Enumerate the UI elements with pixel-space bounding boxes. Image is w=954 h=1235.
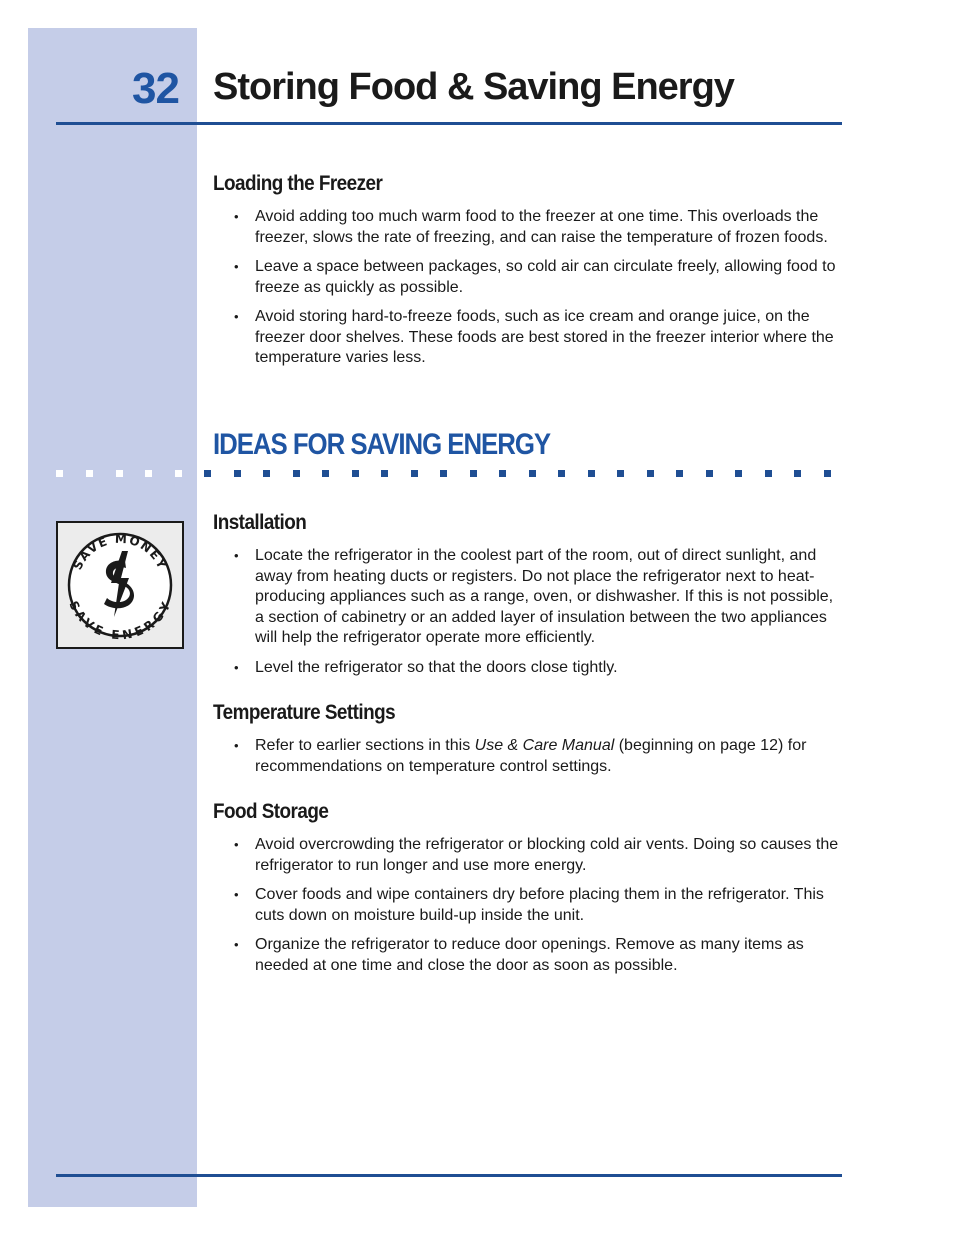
list-item: • Avoid overcrowding the refrigerator or blocking cold air vents. Doing so causes the refrigerator to run longer and use more energy. xyxy=(213,835,843,876)
list-item xyxy=(213,736,843,777)
temperature-list xyxy=(213,736,843,777)
list-item: • Avoid adding too much warm food to the freezer at one time. This overloads the freezer, slows the rate of freezing, and can raise the temperature of frozen foods. xyxy=(213,207,843,248)
list-item: • Leave a space between packages, so cold air can circulate freely, allowing food to freeze as quickly as possible. xyxy=(213,257,843,298)
installation-heading: Installation xyxy=(213,511,307,534)
page-title: Storing Food & Saving Energy xyxy=(213,66,734,108)
list-item: • Avoid storing hard-to-freeze foods, such as ice cream and orange juice, on the freezer door shelves. These foods are best stored in the freezer interior where the temperature varies less. xyxy=(213,307,843,369)
list-item: • Level the refrigerator so that the doors close tightly. xyxy=(213,658,843,679)
dotted-divider xyxy=(56,470,846,477)
header-rule xyxy=(56,122,842,125)
loading-freezer-list xyxy=(213,207,843,369)
installation-section xyxy=(213,511,843,678)
installation-list xyxy=(213,546,843,678)
manual-title: Use & Care Manual xyxy=(474,737,615,754)
page-number: 32 xyxy=(132,64,179,113)
food-storage-list xyxy=(213,835,843,976)
temperature-heading: Temperature Settings xyxy=(213,701,396,724)
list-item: • Cover foods and wipe containers dry before placing them in the refrigerator. This cuts down on moisture build-up inside the unit. xyxy=(213,885,843,926)
logo-bottom-text: SAVE ENERGY xyxy=(66,598,174,643)
loading-freezer-heading: Loading the Freezer xyxy=(213,172,383,195)
footer-rule xyxy=(56,1174,842,1177)
food-storage-section xyxy=(213,800,843,976)
temperature-bullet-suffix: (beginning on page 12) for recommendations on temperature control settings. xyxy=(255,737,807,775)
list-item: • Organize the refrigerator to reduce door openings. Remove as many items as needed at one time and close the door as soon as possible. xyxy=(213,935,843,976)
food-storage-heading: Food Storage xyxy=(213,800,329,823)
logo-top-text: SAVE MONEY xyxy=(70,531,170,573)
loading-freezer-section xyxy=(213,172,843,369)
temperature-bullet-prefix: Refer to earlier sections in this xyxy=(255,737,475,754)
dollar-lightning-icon xyxy=(58,523,182,647)
ideas-heading: IDEAS FOR SAVING ENERGY xyxy=(213,428,551,461)
save-money-save-energy-logo xyxy=(56,521,184,649)
temperature-section xyxy=(213,701,843,777)
list-item: • Locate the refrigerator in the coolest part of the room, out of direct sunlight, and away from heating ducts or registers. Do not place the refrigerator next to heat-producing appliances such as a range, oven, or dishwasher. If this is not possible, a section of cabinetry or an added layer of insulation between the two appliances will help the refrigerator operate more efficiently. xyxy=(213,546,843,649)
